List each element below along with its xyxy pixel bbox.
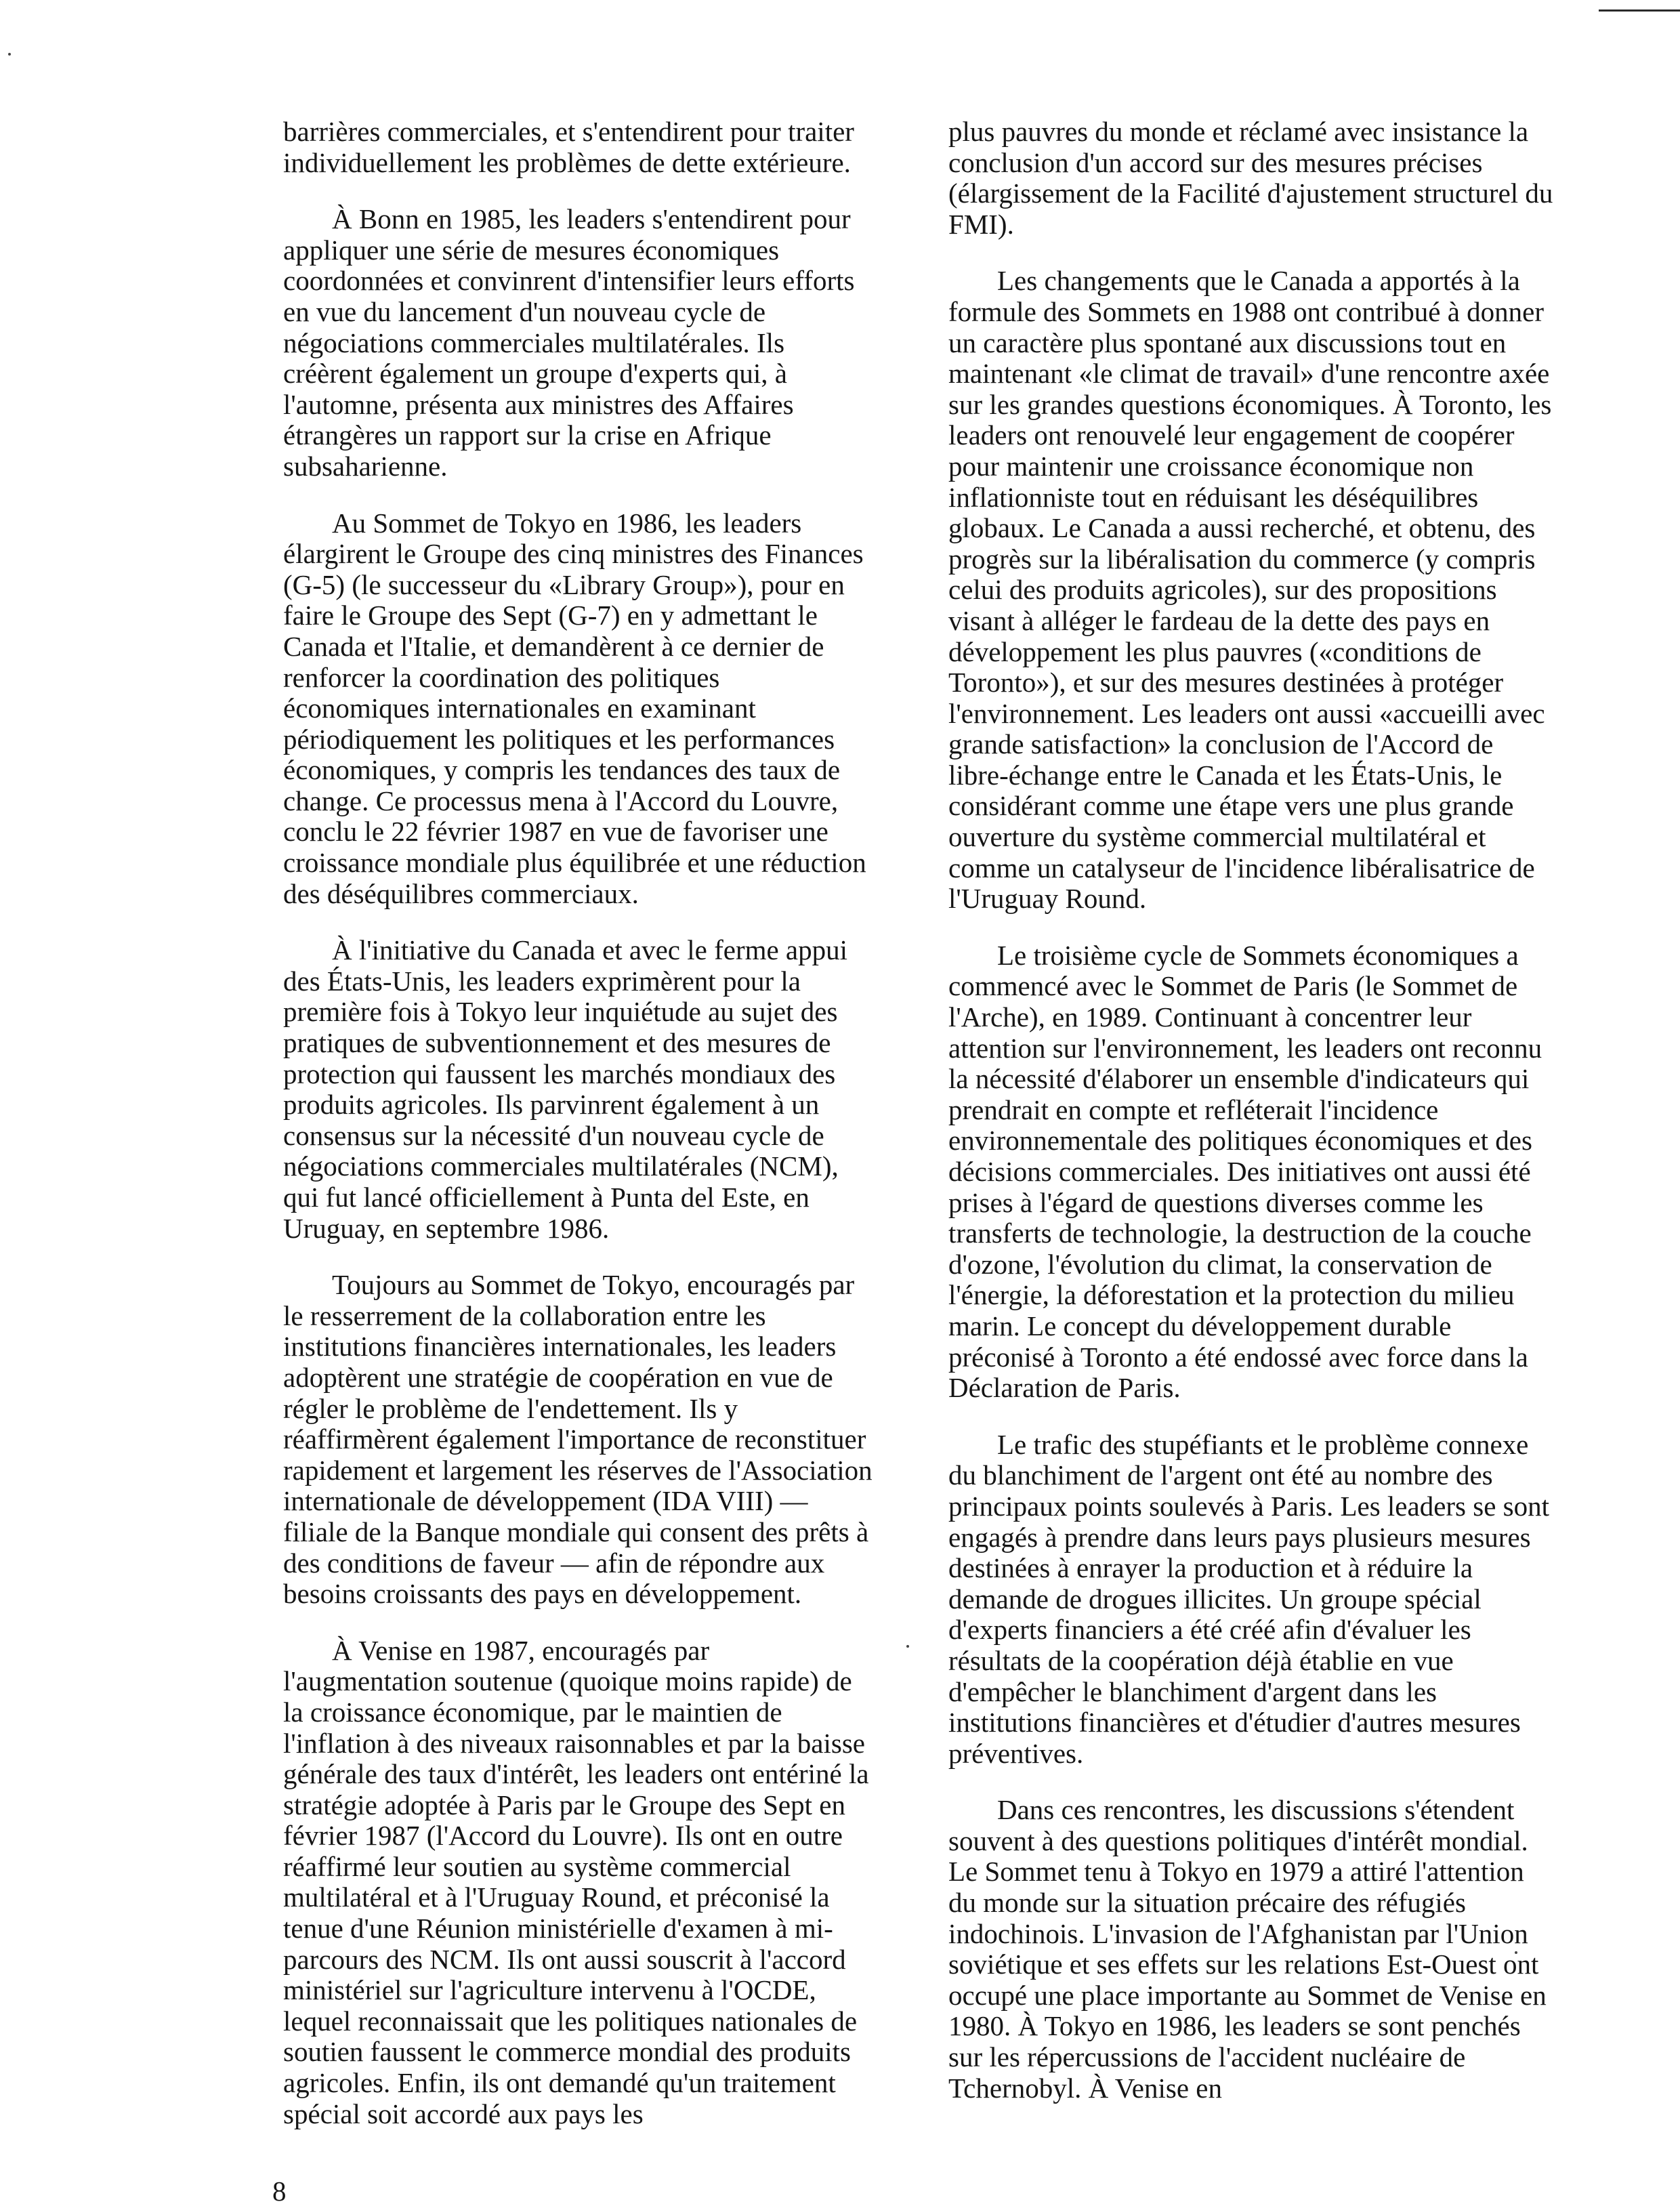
paragraph: barrières commerciales, et s'entendirent pour traiter individuellement les problèmes de dette extérieure. bbox=[283, 116, 854, 178]
scan-speck bbox=[8, 53, 11, 56]
paragraph: À l'initiative du Canada et avec le ferme appui des États-Unis, les leaders exprimèrent pour la première fois à Tokyo leur inquiétude au sujet des pratiques de subventionnement et des mesures de protection qui faussent les marchés mondiaux des produits agricoles. Ils parvinrent également à un consensus sur la nécessité d'un nouveau cycle de négociations commerciales multilatérales (NCM), qui fut lancé officiellement à Punta del Este, en Uruguay, en septembre 1986. bbox=[283, 934, 848, 1244]
paragraph: Le trafic des stupéfiants et le problème connexe du blanchiment de l'argent ont été au nombre des principaux points soulevés à Paris. Les leaders se sont engagés à prendre dans leurs pays plusieurs mesures destinées à enrayer la production et à réduire la demande de drogues illicites. Un groupe spécial d'experts financiers a été créé afin d'évaluer les résultats de la coopération déjà établie en vue d'empêcher le blanchiment d'argent dans les institutions financières et d'étudier d'autres mesures préventives. bbox=[948, 1428, 1550, 1769]
left-text-column bbox=[283, 117, 873, 2155]
scan-edge-mark bbox=[1599, 0, 1680, 12]
paragraph: À Bonn en 1985, les leaders s'entendirent pour appliquer une série de mesures économiques coordonnées et convinrent d'intensifier leurs efforts en vue du lancement d'un nouveau cycle de négociations commerciales multilatérales. Ils créèrent également un groupe d'experts qui, à l'automne, présenta aux ministres des Affaires étrangères un rapport sur la crise en Afrique subsaharienne. bbox=[283, 203, 855, 482]
right-text-column bbox=[948, 117, 1555, 2129]
paragraph: Au Sommet de Tokyo en 1986, les leaders élargirent le Groupe des cinq ministres des Finances (G-5) (le successeur du «Library Group»), pour en faire le Groupe des Sept (G-7) en y admettant le Canada et l'Italie, et demandèrent à ce dernier de renforcer la coordination des politiques économiques internationales en examinant périodiquement les politiques et les performances économiques, y compris les tendances des taux de change. Ce processus mena à l'Accord du Louvre, conclu le 22 février 1987 en vue de favoriser une croissance mondiale plus équilibrée et une réduction des déséquilibres commerciaux. bbox=[283, 507, 866, 909]
paragraph: Dans ces rencontres, les discussions s'étendent souvent à des questions politiques d'intérêt mondial. Le Sommet tenu à Tokyo en 1979 a attiré l'attention du monde sur la situation précaire des réfugiés indochinois. L'invasion de l'Afghanistan par l'Union soviétique et ses effets sur les relations Est-Ouest ont occupé une place importante au Sommet de Venise en 1980. À Tokyo en 1986, les leaders se sont penchés sur les répercussions de l'accident nucléaire de Tchernobyl. À Venise en bbox=[948, 1794, 1547, 2104]
paragraph: Les changements que le Canada a apportés à la formule des Sommets en 1988 ont contribué à donner un caractère plus spontané aux discussions tout en maintenant «le climat de travail» d'une rencontre axée sur les grandes questions économiques. À Toronto, les leaders ont renouvelé leur engagement de coopérer pour maintenir une croissance économique non inflationniste tout en réduisant les déséquilibres globaux. Le Canada a aussi recherché, et obtenu, des progrès sur la libéralisation du commerce (y compris celui des produits agricoles), sur des propositions visant à alléger le fardeau de la dette des pays en développement les plus pauvres («conditions de Toronto»), et sur des mesures destinées à protéger l'environnement. Les leaders ont aussi «accueilli avec grande satisfaction» la conclusion de l'Accord de libre-échange entre le Canada et les États-Unis, le considérant comme une étape vers une plus grande ouverture du système commercial multilatéral et comme un catalyseur de l'incidence libéralisatrice de l'Uruguay Round. bbox=[948, 265, 1552, 915]
paragraph: plus pauvres du monde et réclamé avec insistance la conclusion d'un accord sur des mesures précises (élargissement de la Facilité d'ajustement structurel du FMI). bbox=[948, 116, 1553, 240]
scan-speck bbox=[906, 1645, 909, 1648]
paragraph: Toujours au Sommet de Tokyo, encouragés par le resserrement de la collaboration entre les institutions financières internationales, les leaders adoptèrent une stratégie de coopération en vue de régler le problème de l'endettement. Ils y réaffirmèrent également l'importance de reconstituer rapidement et largement les réserves de l'Association internationale de développement (IDA VIII) — filiale de la Banque mondiale qui consent des prêts à des conditions de faveur — afin de répondre aux besoins croissants des pays en développement. bbox=[283, 1269, 873, 1610]
paragraph: Le troisième cycle de Sommets économiques a commencé avec le Sommet de Paris (le Sommet de l'Arche), en 1989. Continuant à concentrer leur attention sur l'environnement, les leaders ont reconnu la nécessité d'élaborer un ensemble d'indicateurs qui prendrait en compte et refléterait l'incidence environnementale des politiques économiques et des décisions commerciales. Des initiatives ont aussi été prises à l'égard de questions diverses comme les transferts de technologie, la destruction de la couche d'ozone, l'évolution du climat, la conservation de l'énergie, la déforestation et la protection du milieu marin. Le concept du développement durable préconisé à Toronto a été endossé avec force dans la Déclaration de Paris. bbox=[948, 939, 1542, 1404]
paragraph: À Venise en 1987, encouragés par l'augmentation soutenue (quoique moins rapide) de la croissance économique, par le maintien de l'inflation à des niveaux raisonnables et par la baisse générale des taux d'intérêt, les leaders ont entériné la stratégie adoptée à Paris par le Groupe des Sept en février 1987 (l'Accord du Louvre). Ils ont en outre réaffirmé leur soutien au système commercial multilatéral et à l'Uruguay Round, et préconisé la tenue d'une Réunion ministérielle d'examen à mi-parcours des NCM. Ils ont aussi souscrit à l'accord ministériel sur l'agriculture intervenu à l'OCDE, lequel reconnaissait que les politiques nationales de soutien faussent le commerce mondial des produits agricoles. Enfin, ils ont demandé qu'un traitement spécial soit accordé aux pays les bbox=[283, 1634, 869, 2129]
page-number: 8 bbox=[272, 2175, 287, 2207]
